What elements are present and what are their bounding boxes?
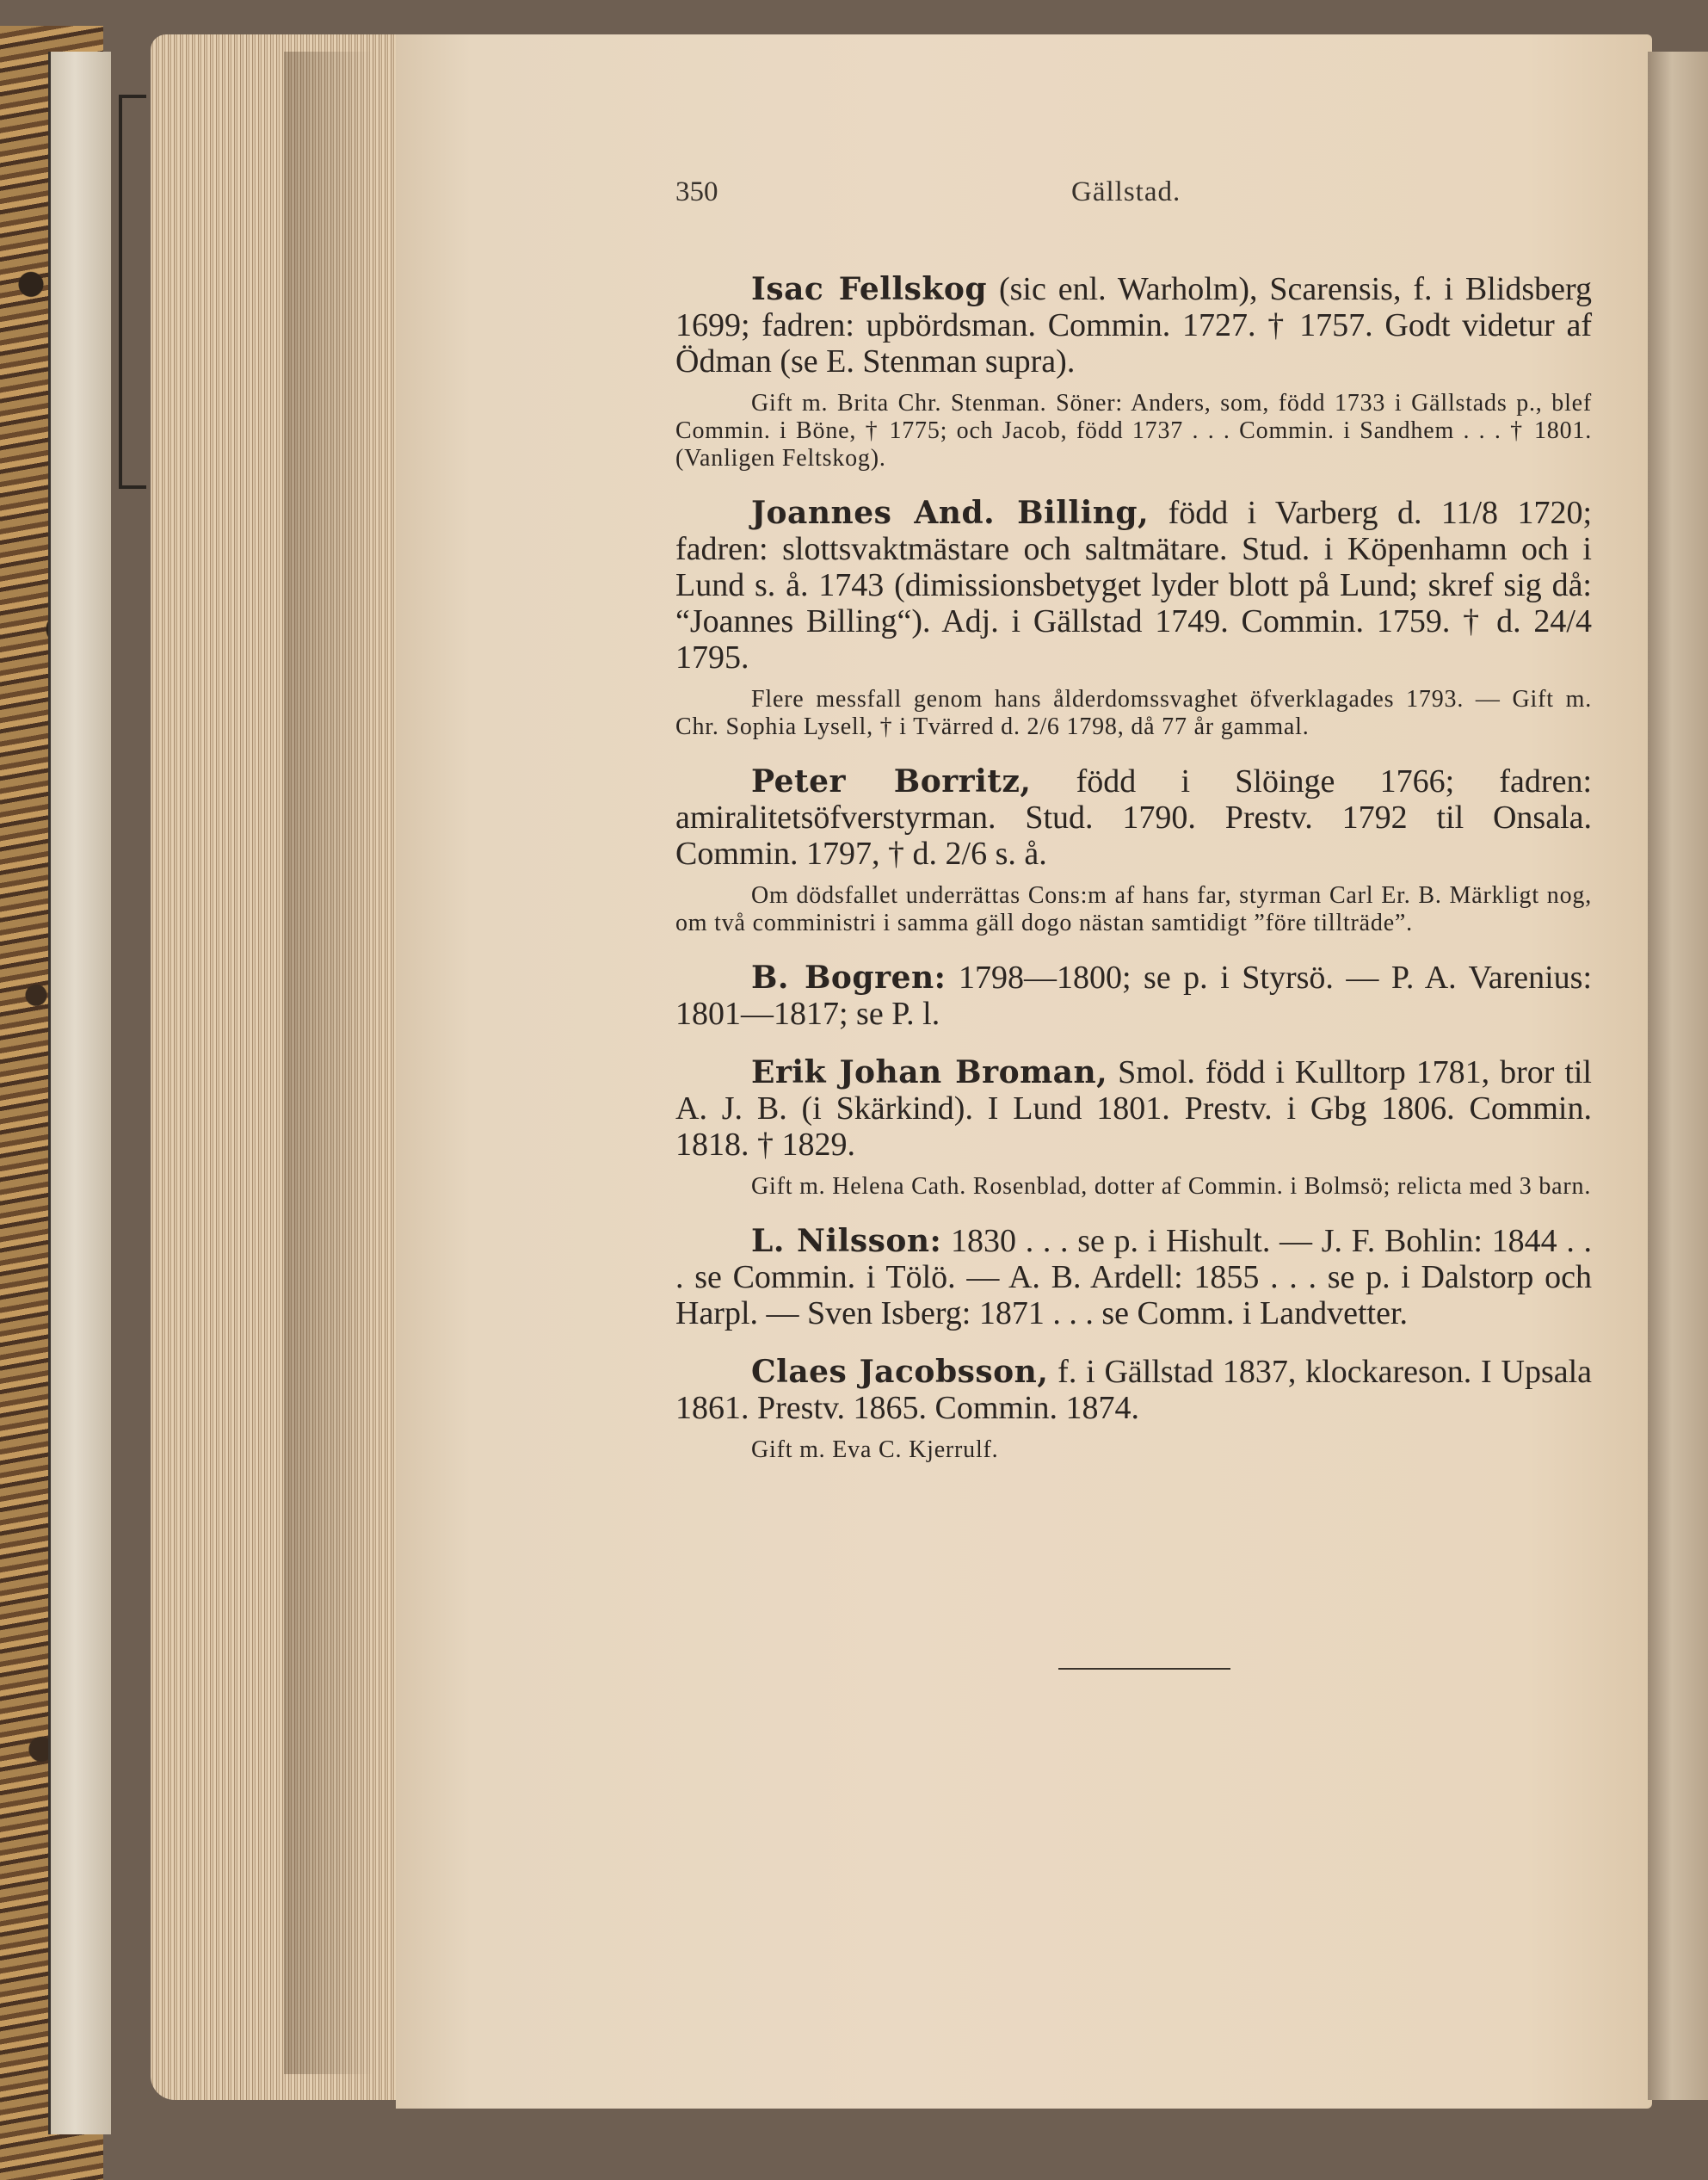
entry-text: f. i Gällstad 1837, klockareson. I Upsala 1861. Prestv. 1865. Commin. 1874. bbox=[675, 1354, 1593, 1426]
page-number: 350 bbox=[675, 176, 718, 207]
cover-frame-mark bbox=[119, 95, 146, 489]
entry-joannes-billing bbox=[675, 495, 1592, 676]
entry-nilsson-bohlin-ardell-isberg bbox=[675, 1223, 1592, 1331]
entry-text: född i Slöinge 1766; fadren: amiralitetsöfverstyrman. Stud. 1790. Prestv. 1792 til Onsala. Commin. 1797, † d. 2/6 s. å. bbox=[675, 763, 1592, 872]
facing-page-edge bbox=[1648, 52, 1708, 2100]
entry-note: Gift m. Helena Cath. Rosenblad, dotter af Commin. i Bolmsö; relicta med 3 barn. bbox=[751, 1173, 1592, 1200]
entry-erik-broman bbox=[675, 1054, 1592, 1163]
page-gutter-shadow bbox=[284, 52, 396, 2074]
entry-isac-fellskog bbox=[675, 271, 1592, 380]
entry-bogren-varenius bbox=[675, 960, 1592, 1032]
entry-claes-jacobsson bbox=[675, 1354, 1592, 1426]
entry-note: Gift m. Brita Chr. Stenman. Söner: Anders, som, född 1733 i Gällstads p., blef Commin. i Böne, † 1775; och Jacob, född 1737 . . . Commin. i Sandhem . . . † 1801. (Vanligen Feltskog). bbox=[675, 390, 1592, 472]
entry-name: B. Bogren: bbox=[751, 960, 946, 996]
book-cover-spine-strip bbox=[48, 52, 111, 2134]
entry-name: Joannes And. Billing, bbox=[751, 495, 1150, 531]
entry-name: Isac Fellskog bbox=[751, 271, 988, 307]
running-title: Gällstad. bbox=[1071, 176, 1181, 207]
entry-text: född i Varberg d. 11/8 1720; fadren: slottsvaktmästare och saltmätare. Stud. i Köpenhamn och i Lund s. å. 1743 (dimissionsbetyget lyder blott på Lund; skref sig då: “Joannes Billing“). Adj. i Gällstad 1749. Commin. 1759. † d. 24/4 1795. bbox=[675, 495, 1592, 676]
entry-name: Claes Jacobsson, bbox=[751, 1354, 1049, 1390]
page-text-block bbox=[675, 176, 1592, 1486]
entry-note: Gift m. Eva C. Kjerrulf. bbox=[751, 1436, 999, 1463]
entry-name: L. Nilsson: bbox=[751, 1223, 942, 1259]
entry-note: Flere messfall genom hans ålderdomssvaghet öfverklagades 1793. — Gift m. Chr. Sophia Lysell, † i Tvärred d. 2/6 1798, då 77 år gammal. bbox=[675, 686, 1592, 740]
entry-text: Smol. född i Kulltorp 1781, bror til A. J. B. (i Skärkind). I Lund 1801. Prestv. i Gbg 1806. Commin. 1818. † 1829. bbox=[675, 1054, 1592, 1163]
page-header bbox=[675, 176, 1592, 219]
entry-text: 1830 . . . se p. i Hishult. — J. F. Bohlin: 1844 . . . se Commin. i Tölö. — A. B. Ardell: 1855 . . . se p. i Dalstorp och Harpl. — Sven Isberg: 1871 . . . se Comm. i Landvetter. bbox=[675, 1223, 1593, 1331]
entry-text: (sic enl. Warholm), Scarensis, f. i Blidsberg 1699; fadren: upbördsman. Commin. 1727. † 1757. Godt videtur af Ödman (se E. Stenman supra). bbox=[675, 271, 1592, 380]
entry-name: Peter Borritz, bbox=[751, 763, 1032, 800]
end-rule bbox=[1058, 1668, 1230, 1670]
entry-peter-borritz bbox=[675, 763, 1592, 872]
entry-note: Om dödsfallet underrättas Cons:m af hans far, styrman Carl Er. B. Märkligt nog, om två comministri i samma gäll dogo nästan samtidigt ”före tillträde”. bbox=[675, 882, 1592, 936]
entry-name: Erik Johan Broman, bbox=[751, 1054, 1108, 1090]
entry-text: 1798—1800; se p. i Styrsö. — P. A. Varenius: 1801—1817; se P. l. bbox=[675, 960, 1592, 1032]
